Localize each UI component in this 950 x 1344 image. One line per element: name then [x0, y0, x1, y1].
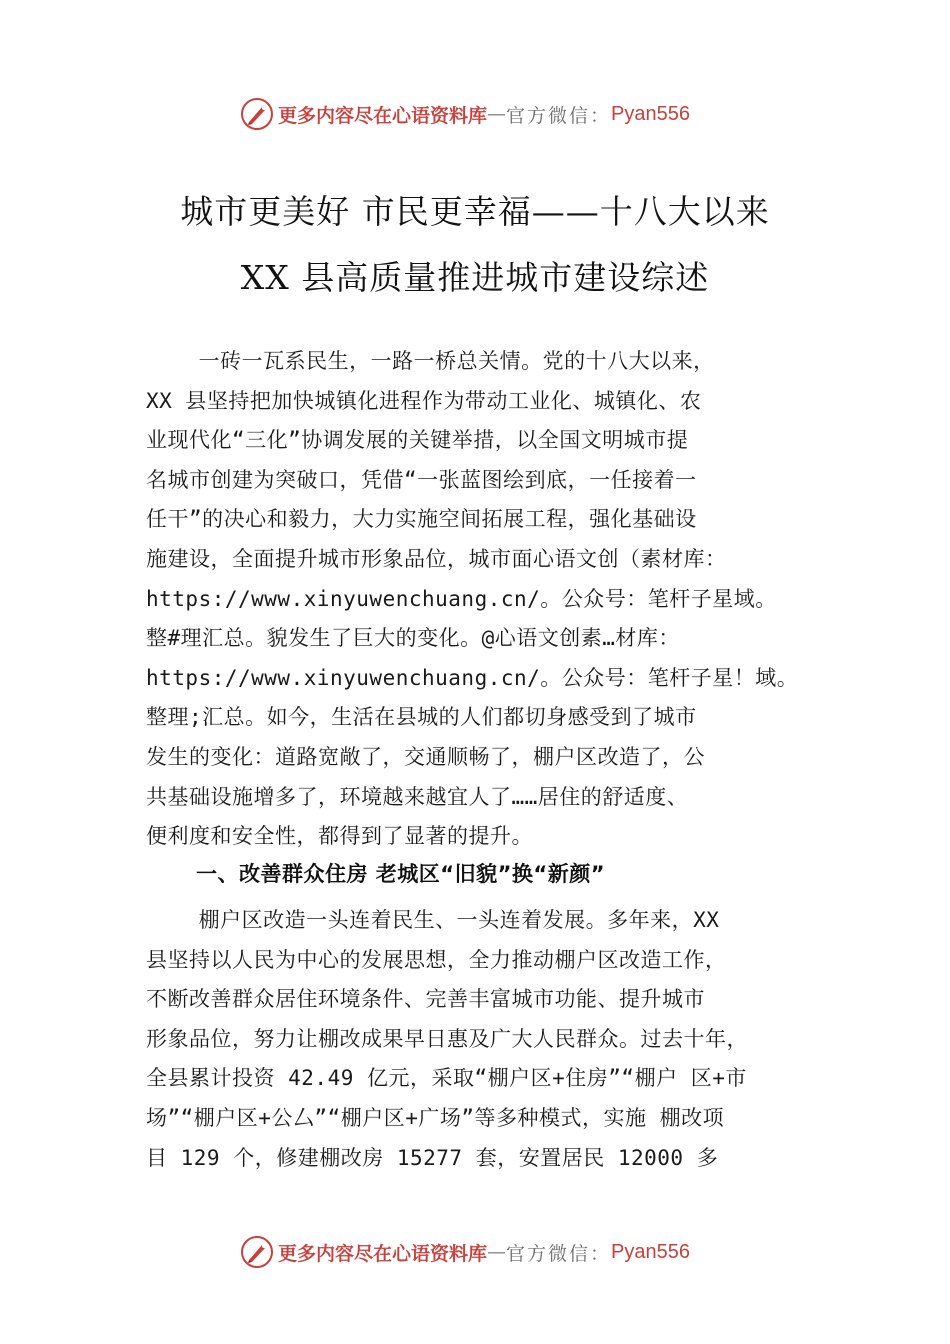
section-1-paragraph: [146, 901, 846, 1178]
text-line: 整理;汇总。如今，生活在县城的人们都切身感受到了城市: [146, 705, 697, 730]
text-line: XX 县坚持把加快城镇化进程作为带动工业化、城镇化、农: [146, 388, 702, 413]
text-line: 目 129 个，修建棚改房 15277 套，安置居民 12000 多: [146, 1145, 719, 1170]
text-line: 一砖一瓦系民生，一路一桥总关情。党的十八大以来，: [146, 349, 715, 373]
text-line: 发生的变化：道路宽敞了，交通顺畅了，棚户区改造了，公: [146, 744, 705, 769]
wechat-id: Pyan556: [611, 102, 690, 125]
text-line: 施建设，全面提升城市形象品位，城市面心语文创（素材库：: [146, 546, 727, 571]
wechat-id: Pyan556: [611, 1240, 690, 1263]
official-wechat-label: 官方微信：: [506, 1242, 612, 1265]
text-line: 便利度和安全性，都得到了显著的提升。: [146, 824, 533, 849]
document-title-line-2: XX 县高质量推进城市建设综述: [240, 258, 710, 297]
text-line: 名城市创建为突破口，凭借“一张蓝图绘到底，一任接着一: [146, 467, 697, 492]
document-title-line-1: 城市更美好 市民更幸福——十八大以来: [180, 192, 770, 231]
text-line: https://www.xinyuwenchuang.cn/。公众号：笔杆子星域。: [146, 586, 777, 611]
brand-name: 更多内容尽在心语资料库: [278, 1242, 488, 1265]
text-line: 场”“棚户区+公厶”“棚户区+广场”等多种模式，实施 棚改项: [146, 1105, 725, 1130]
text-line: 任干”的决心和毅力，大力实施空间拓展工程，强化基础设: [146, 507, 697, 532]
text-line: 形象品位，努力让棚改成果早日惠及广大人民群众。过去十年，: [146, 1026, 748, 1051]
official-wechat-label: 官方微信：: [506, 104, 612, 127]
intro-paragraph: [146, 342, 846, 857]
text-line: https://www.xinyuwenchuang.cn/。公众号：笔杆子星！域。: [146, 665, 799, 690]
footer-watermark-banner: [240, 1232, 760, 1272]
text-line: 共基础设施增多了，环境越来越宜人了……居住的舒适度、: [146, 784, 689, 809]
text-line: 不断改善群众居住环境条件、完善丰富城市功能、提升城市: [146, 987, 705, 1012]
banner-dash: —: [487, 103, 507, 125]
text-line: 棚户区改造一头连着民生、一头连着发展。多年来，XX: [146, 908, 720, 932]
brand-name: 更多内容尽在心语资料库: [278, 104, 488, 127]
header-watermark-banner: [240, 94, 760, 134]
pen-logo-icon: [240, 97, 274, 131]
pen-logo-icon: [240, 1235, 274, 1269]
section-1-heading: 一、改善群众住房 老城区“旧貌”换“新颜”: [196, 862, 606, 886]
text-line: 整#理汇总。貌发生了巨大的变化。@心语文创素…材库：: [146, 626, 680, 651]
banner-dash: —: [487, 1241, 507, 1263]
text-line: 业现代化“三化”协调发展的关键举措，以全国文明城市提: [146, 428, 689, 453]
text-line: 全县累计投资 42.49 亿元，采取“棚户区+住房”“棚户 区+市: [146, 1066, 747, 1091]
text-line: 县坚持以人民为中心的发展思想，全力推动棚户区改造工作，: [146, 947, 727, 972]
